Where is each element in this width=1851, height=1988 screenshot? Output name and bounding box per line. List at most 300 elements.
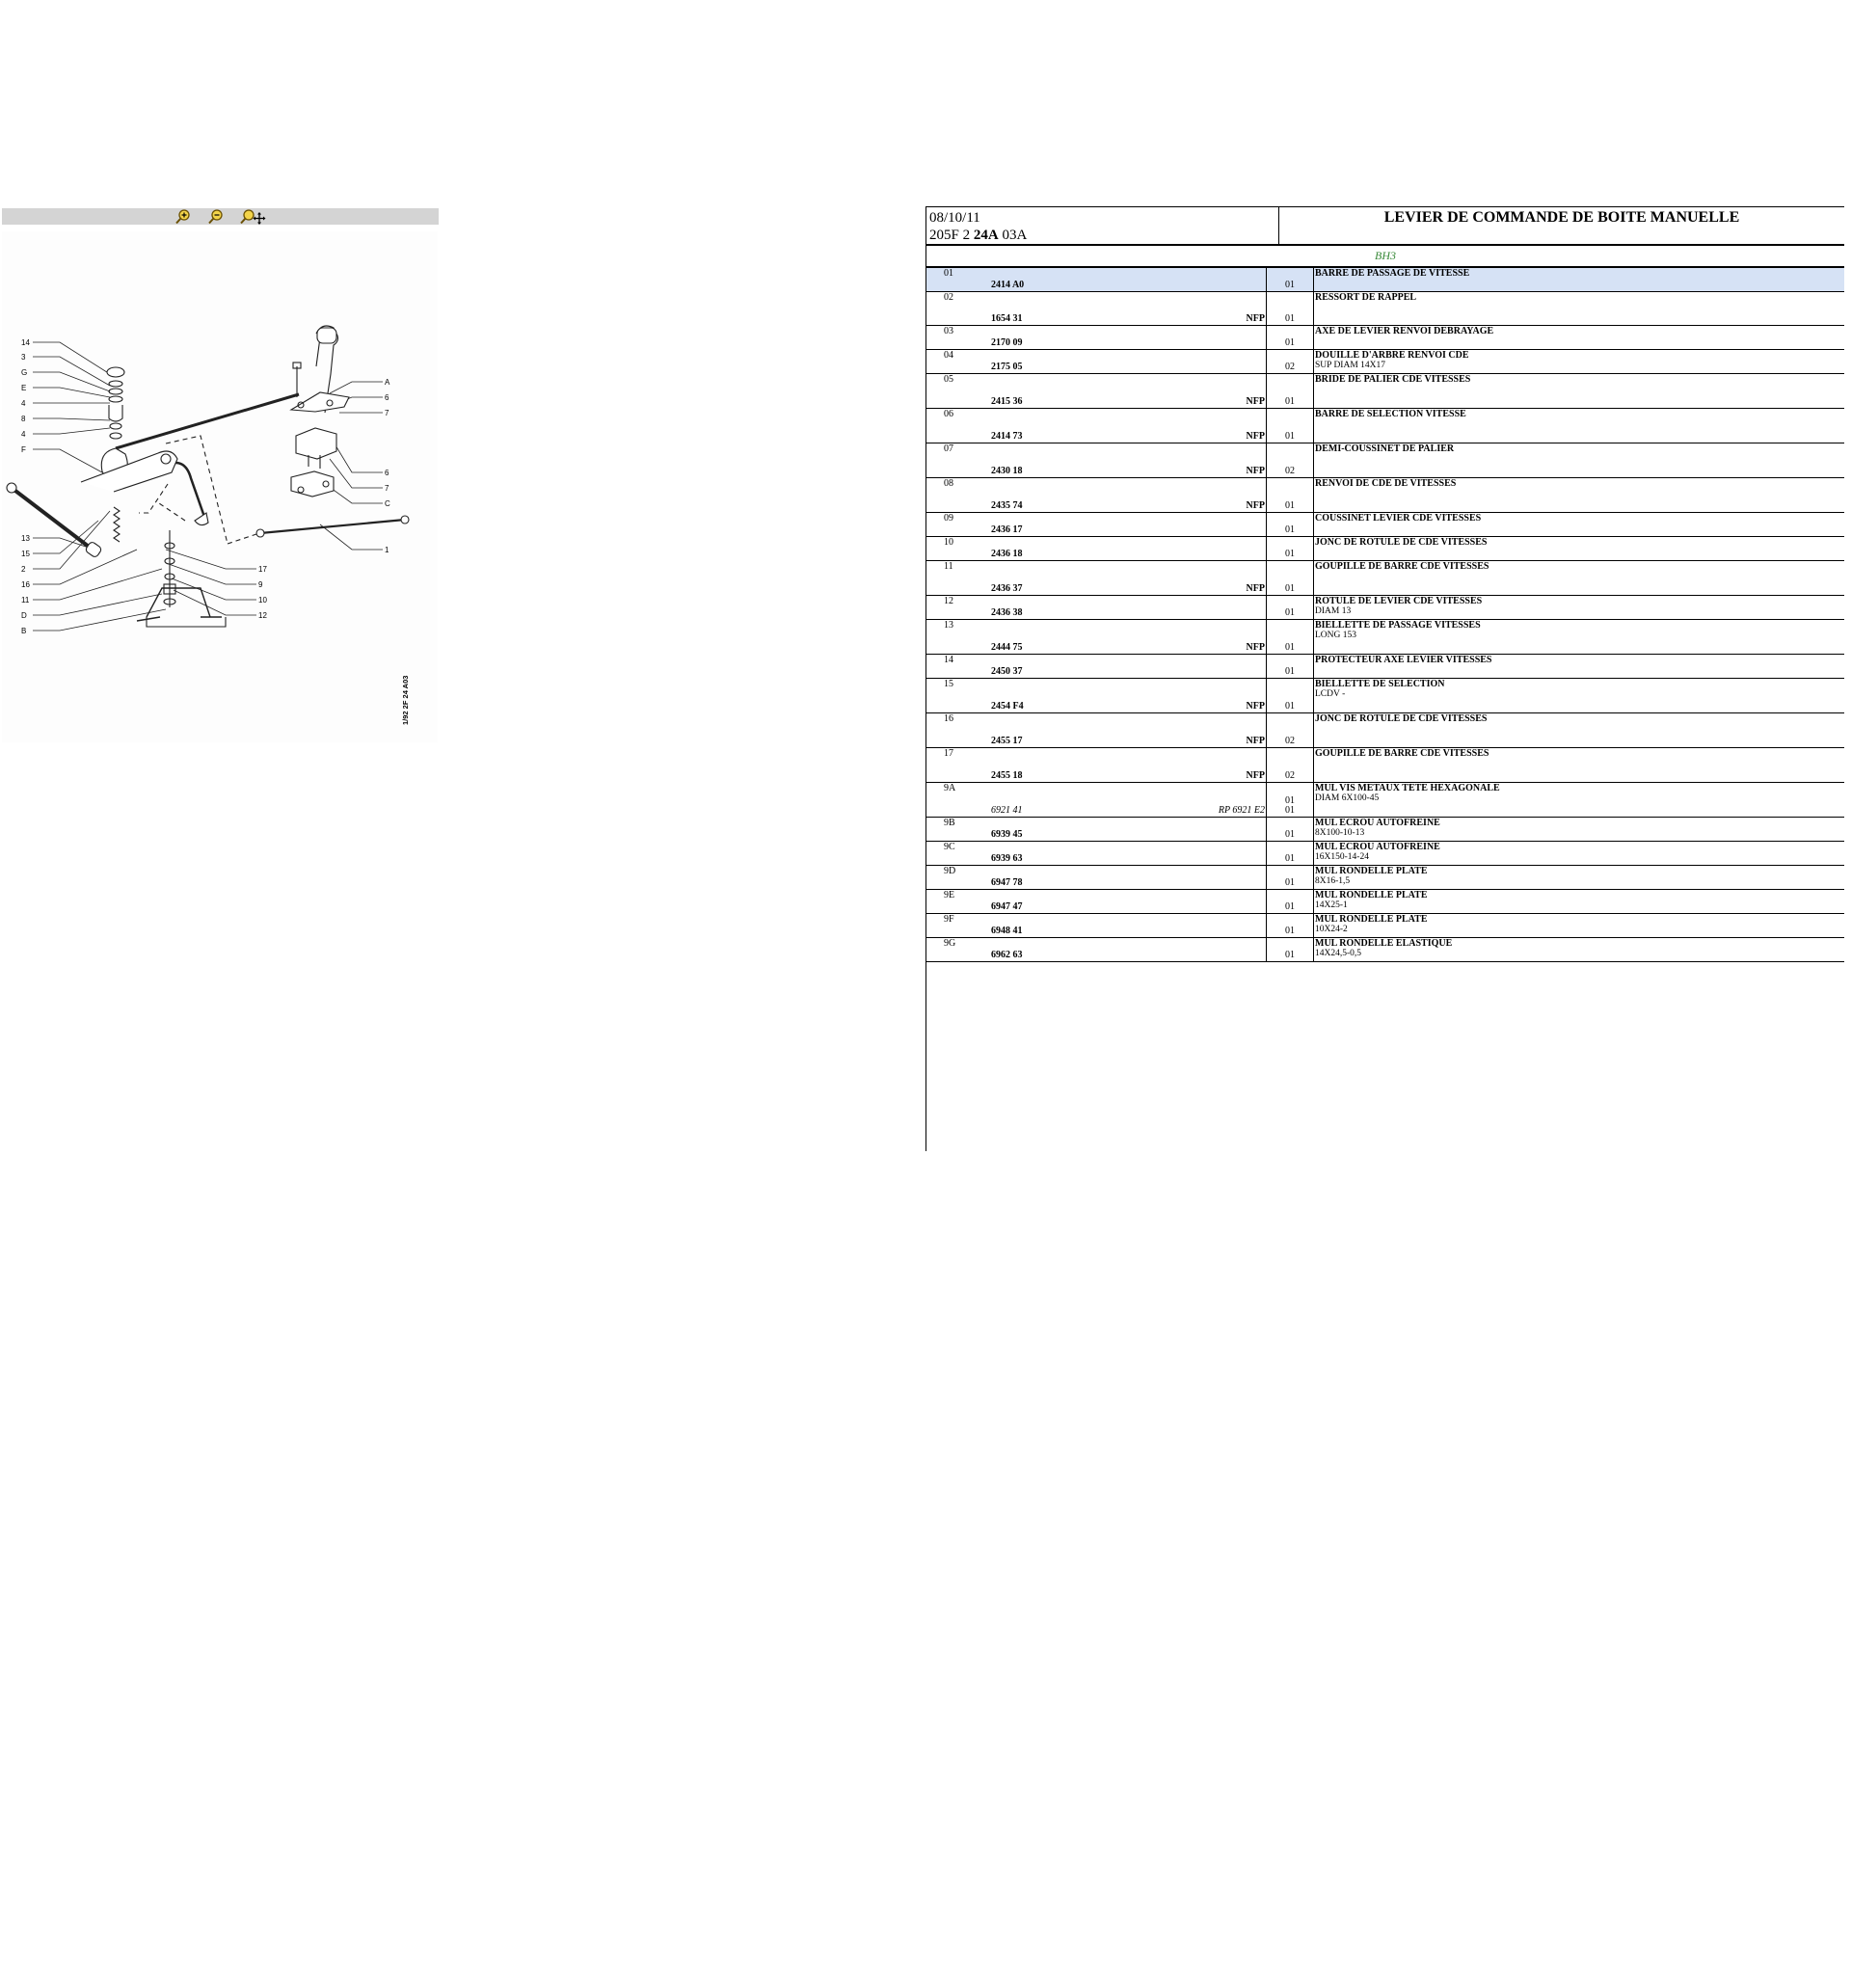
rep-cell xyxy=(926,408,990,443)
table-row[interactable] xyxy=(926,349,1844,373)
part-reference[interactable]: 1654 31 xyxy=(991,312,1023,324)
zoom-toolbar xyxy=(2,208,439,225)
table-row[interactable] xyxy=(926,267,1844,291)
nfp-flag: NFP xyxy=(1246,735,1265,746)
reference-cell[interactable] xyxy=(990,619,1267,654)
callout-label: 3 xyxy=(21,353,26,362)
part-name: BIELLETTE DE PASSAGE VITESSES xyxy=(1315,619,1481,631)
rep-cell xyxy=(926,267,990,291)
quantity-value: 01 xyxy=(1285,499,1295,511)
quantity-value: 01 xyxy=(1285,582,1295,594)
description-cell xyxy=(1314,619,1845,654)
nfp-flag: NFP xyxy=(1246,769,1265,781)
reference-cell[interactable] xyxy=(990,291,1267,325)
rep-cell xyxy=(926,889,990,913)
sheet-title: LEVIER DE COMMANDE DE BOITE MANUELLE xyxy=(1383,209,1740,226)
part-reference[interactable]: 2455 18 xyxy=(991,769,1023,781)
callout-leader xyxy=(33,357,110,386)
callout-label: 9 xyxy=(258,580,263,589)
part-name: MUL ECROU AUTOFREINE xyxy=(1315,841,1440,852)
part-spec: 14X25-1 xyxy=(1315,900,1348,910)
part-reference[interactable]: 6947 78 xyxy=(991,876,1023,888)
part-name: GOUPILLE DE BARRE CDE VITESSES xyxy=(1315,747,1489,759)
table-row[interactable] xyxy=(926,712,1844,747)
part-spec: 16X150-14-24 xyxy=(1315,851,1369,862)
exploded-parts-diagram xyxy=(2,231,438,742)
reference-cell[interactable] xyxy=(990,913,1267,937)
table-row[interactable] xyxy=(926,654,1844,678)
reference-cell[interactable] xyxy=(990,373,1267,408)
nfp-flag: NFP xyxy=(1246,312,1265,324)
reference-cell[interactable] xyxy=(990,267,1267,291)
variant-label: BH3 xyxy=(1375,249,1396,262)
part-spec: 8X16-1,5 xyxy=(1315,875,1351,886)
callout-label: 7 xyxy=(385,484,389,493)
table-row[interactable] xyxy=(926,477,1844,512)
rep-number: 9D xyxy=(944,865,956,876)
description-cell xyxy=(1314,477,1845,512)
quantity-cell xyxy=(1267,477,1314,512)
callout-label: F xyxy=(21,445,26,454)
rep-number: 08 xyxy=(944,477,953,489)
quantity-cell xyxy=(1267,619,1314,654)
quantity-value: 01 xyxy=(1285,641,1295,653)
sheet-header xyxy=(926,206,1844,246)
reference-cell[interactable] xyxy=(990,325,1267,349)
rep-number: 13 xyxy=(944,619,953,631)
part-spec: LCDV - xyxy=(1315,688,1346,699)
description-cell xyxy=(1314,443,1845,477)
rep-cell xyxy=(926,782,990,817)
table-row[interactable] xyxy=(926,889,1844,913)
parts-table xyxy=(926,266,1844,962)
part-spec: 14X24,5-0,5 xyxy=(1315,948,1362,958)
table-row[interactable] xyxy=(926,443,1844,477)
table-row[interactable] xyxy=(926,865,1844,889)
quantity-value: 01 xyxy=(1285,606,1295,618)
quantity-cell xyxy=(1267,937,1314,961)
part-name: BRIDE DE PALIER CDE VITESSES xyxy=(1315,373,1471,385)
part-reference[interactable]: 2455 17 xyxy=(991,735,1023,746)
callout-leader xyxy=(166,563,256,584)
callout-label: 16 xyxy=(21,580,30,589)
callout-label: 15 xyxy=(21,550,30,558)
quantity-value: 01 xyxy=(1285,395,1295,407)
reference-cell[interactable] xyxy=(990,865,1267,889)
callout-label: 2 xyxy=(21,565,26,574)
rep-cell xyxy=(926,560,990,595)
quantity-cell xyxy=(1267,595,1314,619)
nfp-flag: NFP xyxy=(1246,465,1265,476)
quantity-value: 01 xyxy=(1285,312,1295,324)
callout-leader xyxy=(33,342,110,374)
zoom-in-icon[interactable] xyxy=(174,209,193,225)
part-reference[interactable]: 2436 18 xyxy=(991,548,1023,559)
part-name: MUL VIS METAUX TETE HEXAGONALE xyxy=(1315,782,1500,793)
rep-cell xyxy=(926,678,990,712)
part-reference[interactable]: 2170 09 xyxy=(991,336,1023,348)
rep-cell xyxy=(926,712,990,747)
rep-cell xyxy=(926,536,990,560)
reference-cell[interactable] xyxy=(990,477,1267,512)
nfp-flag: NFP xyxy=(1246,395,1265,407)
callout-leader xyxy=(33,388,110,397)
part-reference[interactable]: 2436 17 xyxy=(991,524,1023,535)
callout-label: D xyxy=(21,611,27,620)
nfp-flag: NFP xyxy=(1246,499,1265,511)
part-name: COUSSINET LEVIER CDE VITESSES xyxy=(1315,512,1482,524)
part-name: MUL RONDELLE PLATE xyxy=(1315,889,1428,900)
part-spec: SUP DIAM 14X17 xyxy=(1315,360,1386,370)
quantity-value-2: 01 xyxy=(1285,804,1295,816)
part-name: BARRE DE PASSAGE DE VITESSE xyxy=(1315,268,1470,279)
part-name: GOUPILLE DE BARRE CDE VITESSES xyxy=(1315,560,1489,572)
rep-number: 9B xyxy=(944,817,955,828)
parts-sheet xyxy=(926,206,1844,1151)
description-cell xyxy=(1314,349,1845,373)
part-name: MUL ECROU AUTOFREINE xyxy=(1315,817,1440,828)
part-reference[interactable]: 6947 47 xyxy=(991,900,1023,912)
table-row[interactable] xyxy=(926,937,1844,961)
quantity-value: 01 xyxy=(1285,794,1295,806)
description-cell xyxy=(1314,267,1845,291)
callout-label: E xyxy=(21,384,27,392)
quantity-value: 01 xyxy=(1285,524,1295,535)
description-cell xyxy=(1314,937,1845,961)
quantity-value: 02 xyxy=(1285,735,1295,746)
quantity-cell xyxy=(1267,325,1314,349)
rep-cell xyxy=(926,913,990,937)
description-cell xyxy=(1314,782,1845,817)
zoom-out-icon[interactable] xyxy=(206,209,226,225)
description-cell xyxy=(1314,913,1845,937)
table-row[interactable] xyxy=(926,747,1844,782)
callout-label: 6 xyxy=(385,469,389,477)
quantity-cell xyxy=(1267,782,1314,817)
part-name: PROTECTEUR AXE LEVIER VITESSES xyxy=(1315,654,1492,665)
part-name: RENVOI DE CDE DE VITESSES xyxy=(1315,477,1457,489)
rep-cell xyxy=(926,619,990,654)
quantity-cell xyxy=(1267,678,1314,712)
part-name: MUL RONDELLE PLATE xyxy=(1315,865,1428,876)
description-cell xyxy=(1314,512,1845,536)
rep-cell xyxy=(926,595,990,619)
sheet-code-group: 24A xyxy=(973,228,999,243)
quantity-cell xyxy=(1267,747,1314,782)
reference-cell[interactable] xyxy=(990,747,1267,782)
part-reference[interactable]: 2444 75 xyxy=(991,641,1023,653)
quantity-value: 01 xyxy=(1285,828,1295,840)
rep-number: 9F xyxy=(944,913,954,925)
callout-leader xyxy=(33,511,110,569)
nfp-flag: NFP xyxy=(1246,700,1265,712)
table-row[interactable] xyxy=(926,595,1844,619)
quantity-value: 02 xyxy=(1285,465,1295,476)
table-row[interactable] xyxy=(926,325,1844,349)
callout-leader xyxy=(33,372,110,391)
zoom-fit-icon[interactable] xyxy=(239,209,266,225)
reference-cell[interactable] xyxy=(990,841,1267,865)
part-reference[interactable]: 6939 45 xyxy=(991,828,1023,840)
callout-label: 8 xyxy=(21,415,26,423)
part-reference[interactable]: 2454 F4 xyxy=(991,700,1024,712)
table-row[interactable] xyxy=(926,291,1844,325)
description-cell xyxy=(1314,654,1845,678)
rep-number: 9G xyxy=(944,937,956,949)
rep-cell xyxy=(926,937,990,961)
reference-cell[interactable] xyxy=(990,408,1267,443)
callout-leader xyxy=(330,459,383,488)
callout-leader xyxy=(33,418,110,420)
table-row[interactable] xyxy=(926,536,1844,560)
callout-label: 17 xyxy=(258,565,267,574)
sheet-code-suffix: 03A xyxy=(998,228,1028,243)
part-spec: DIAM 6X100-45 xyxy=(1315,793,1380,803)
description-cell xyxy=(1314,536,1845,560)
sheet-code xyxy=(929,227,1276,244)
callout-label: 6 xyxy=(385,393,389,402)
rep-number: 9C xyxy=(944,841,955,852)
sheet-date: 08/10/11 xyxy=(929,210,980,226)
table-row[interactable] xyxy=(926,913,1844,937)
rep-cell xyxy=(926,291,990,325)
part-spec: LONG 153 xyxy=(1315,630,1357,640)
diagram-viewer xyxy=(2,208,441,748)
part-spec: DIAM 13 xyxy=(1315,605,1352,616)
part-reference[interactable]: 6921 41 xyxy=(991,804,1023,816)
callout-leader xyxy=(320,524,383,550)
quantity-cell xyxy=(1267,408,1314,443)
quantity-cell xyxy=(1267,889,1314,913)
reference-cell[interactable] xyxy=(990,560,1267,595)
quantity-value: 01 xyxy=(1285,430,1295,442)
table-row[interactable] xyxy=(926,373,1844,408)
callout-leader xyxy=(330,382,383,393)
callout-leader xyxy=(33,449,102,472)
rep-number: 14 xyxy=(944,654,953,665)
rep-cell xyxy=(926,349,990,373)
callout-label: A xyxy=(385,378,390,387)
part-reference[interactable]: 2430 18 xyxy=(991,465,1023,476)
rep-number: 07 xyxy=(944,443,953,454)
table-row[interactable] xyxy=(926,408,1844,443)
description-cell xyxy=(1314,595,1845,619)
quantity-value: 01 xyxy=(1285,925,1295,936)
part-name: JONC DE ROTULE DE CDE VITESSES xyxy=(1315,712,1488,724)
description-cell xyxy=(1314,747,1845,782)
rep-cell xyxy=(926,477,990,512)
quantity-cell xyxy=(1267,349,1314,373)
sheet-code-prefix: 205F 2 xyxy=(929,228,974,243)
rep-number: 01 xyxy=(944,268,953,279)
table-row[interactable] xyxy=(926,782,1844,817)
rep-cell xyxy=(926,865,990,889)
description-cell xyxy=(1314,712,1845,747)
callout-label: 4 xyxy=(21,399,26,408)
rep-number: 06 xyxy=(944,408,953,419)
rep-cell xyxy=(926,747,990,782)
quantity-value: 01 xyxy=(1285,852,1295,864)
part-reference[interactable]: 2435 74 xyxy=(991,499,1023,511)
quantity-cell xyxy=(1267,512,1314,536)
rep-cell xyxy=(926,817,990,841)
callout-label: 12 xyxy=(258,611,267,620)
part-name: BARRE DE SELECTION VITESSE xyxy=(1315,408,1466,419)
quantity-value: 01 xyxy=(1285,949,1295,960)
callout-label: G xyxy=(21,368,28,377)
diagram-plate-ref: 1/92 2F 24 A03 xyxy=(401,675,410,725)
description-cell xyxy=(1314,373,1845,408)
quantity-value: 01 xyxy=(1285,548,1295,559)
reference-cell[interactable] xyxy=(990,889,1267,913)
reference-cell[interactable] xyxy=(990,712,1267,747)
description-cell xyxy=(1314,325,1845,349)
callout-label: 11 xyxy=(21,596,30,604)
rep-cell xyxy=(926,325,990,349)
quantity-cell xyxy=(1267,865,1314,889)
quantity-cell xyxy=(1267,443,1314,477)
reference-cell[interactable] xyxy=(990,349,1267,373)
quantity-value: 02 xyxy=(1285,769,1295,781)
quantity-value: 02 xyxy=(1285,361,1295,372)
callout-leader xyxy=(330,436,383,472)
reference-cell[interactable] xyxy=(990,443,1267,477)
part-name: AXE DE LEVIER RENVOI DEBRAYAGE xyxy=(1315,325,1494,336)
callout-leader xyxy=(172,578,256,600)
part-reference[interactable]: 2436 37 xyxy=(991,582,1023,594)
quantity-value: 01 xyxy=(1285,900,1295,912)
rep-number: 11 xyxy=(944,560,953,572)
callout-label: 1 xyxy=(385,546,389,554)
callout-label: 13 xyxy=(21,534,30,543)
part-reference[interactable]: 2414 73 xyxy=(991,430,1023,442)
part-name: MUL RONDELLE PLATE xyxy=(1315,913,1428,925)
part-name: JONC DE ROTULE DE CDE VITESSES xyxy=(1315,536,1488,548)
reference-cell[interactable] xyxy=(990,595,1267,619)
rep-number: 04 xyxy=(944,349,953,361)
callout-leader xyxy=(33,428,110,434)
callout-leader xyxy=(33,594,162,615)
description-cell xyxy=(1314,291,1845,325)
rep-number: 09 xyxy=(944,512,953,524)
part-name: BIELLETTE DE SELECTION xyxy=(1315,678,1445,689)
part-name: RESSORT DE RAPPEL xyxy=(1315,291,1417,303)
rep-number: 10 xyxy=(944,536,953,548)
quantity-value: 01 xyxy=(1285,336,1295,348)
part-reference[interactable]: 2450 37 xyxy=(991,665,1023,677)
callout-label: B xyxy=(21,627,27,635)
quantity-value: 01 xyxy=(1285,665,1295,677)
reference-cell[interactable] xyxy=(990,512,1267,536)
rep-cell xyxy=(926,654,990,678)
description-cell xyxy=(1314,560,1845,595)
callout-label: 14 xyxy=(21,338,30,347)
description-cell xyxy=(1314,889,1845,913)
quantity-cell xyxy=(1267,536,1314,560)
part-name: MUL RONDELLE ELASTIQUE xyxy=(1315,937,1453,949)
part-reference[interactable]: 2175 05 xyxy=(991,361,1023,372)
rep-cell xyxy=(926,512,990,536)
quantity-cell xyxy=(1267,817,1314,841)
reference-cell[interactable] xyxy=(990,654,1267,678)
description-cell xyxy=(1314,817,1845,841)
rep-number: 9A xyxy=(944,782,956,793)
part-reference[interactable]: 2415 36 xyxy=(991,395,1023,407)
nfp-flag: NFP xyxy=(1246,582,1265,594)
callout-label: 4 xyxy=(21,430,26,439)
reference-cell[interactable] xyxy=(990,817,1267,841)
part-reference[interactable]: 2436 38 xyxy=(991,606,1023,618)
quantity-cell xyxy=(1267,654,1314,678)
part-name: ROTULE DE LEVIER CDE VITESSES xyxy=(1315,595,1483,606)
table-row[interactable] xyxy=(926,512,1844,536)
table-row[interactable] xyxy=(926,619,1844,654)
part-reference[interactable]: 2414 A0 xyxy=(991,279,1025,290)
table-row[interactable] xyxy=(926,678,1844,712)
reference-cell[interactable] xyxy=(990,678,1267,712)
quantity-value: 01 xyxy=(1285,700,1295,712)
reference-cell[interactable] xyxy=(990,536,1267,560)
part-name: DOUILLE D'ARBRE RENVOI CDE xyxy=(1315,349,1469,361)
rep-number: 15 xyxy=(944,678,953,689)
quantity-cell xyxy=(1267,913,1314,937)
reference-cell[interactable] xyxy=(990,937,1267,961)
rep-number: 16 xyxy=(944,712,953,724)
quantity-cell xyxy=(1267,267,1314,291)
replacement-reference: RP 6921 E2 xyxy=(1218,804,1265,816)
rep-number: 05 xyxy=(944,373,953,385)
callout-leader xyxy=(174,590,256,615)
rep-cell xyxy=(926,841,990,865)
rep-number: 03 xyxy=(944,325,953,336)
callout-label: C xyxy=(385,499,390,508)
part-name: DEMI-COUSSINET DE PALIER xyxy=(1315,443,1455,454)
description-cell xyxy=(1314,408,1845,443)
table-row[interactable] xyxy=(926,841,1844,865)
callout-leader xyxy=(166,550,256,569)
part-spec: 8X100-10-13 xyxy=(1315,827,1365,838)
callout-label: 10 xyxy=(258,596,267,604)
rep-cell xyxy=(926,373,990,408)
table-row[interactable] xyxy=(926,560,1844,595)
quantity-cell xyxy=(1267,841,1314,865)
description-cell xyxy=(1314,841,1845,865)
quantity-value: 01 xyxy=(1285,876,1295,888)
reference-cell[interactable] xyxy=(990,782,1267,817)
quantity-cell xyxy=(1267,373,1314,408)
quantity-value: 01 xyxy=(1285,279,1295,290)
part-reference[interactable]: 6948 41 xyxy=(991,925,1023,936)
nfp-flag: NFP xyxy=(1246,430,1265,442)
part-spec: 10X24-2 xyxy=(1315,924,1348,934)
quantity-cell xyxy=(1267,560,1314,595)
table-row[interactable] xyxy=(926,817,1844,841)
rep-number: 12 xyxy=(944,595,953,606)
rep-number: 02 xyxy=(944,291,953,303)
rep-number: 9E xyxy=(944,889,955,900)
quantity-cell xyxy=(1267,712,1314,747)
sheet-header-info xyxy=(929,209,1276,244)
description-cell xyxy=(1314,678,1845,712)
rep-number: 17 xyxy=(944,747,953,759)
part-reference[interactable]: 6939 63 xyxy=(991,852,1023,864)
nfp-flag: NFP xyxy=(1246,641,1265,653)
part-reference[interactable]: 6962 63 xyxy=(991,949,1023,960)
quantity-cell xyxy=(1267,291,1314,325)
description-cell xyxy=(1314,865,1845,889)
callout-label: 7 xyxy=(385,409,389,417)
rep-cell xyxy=(926,443,990,477)
